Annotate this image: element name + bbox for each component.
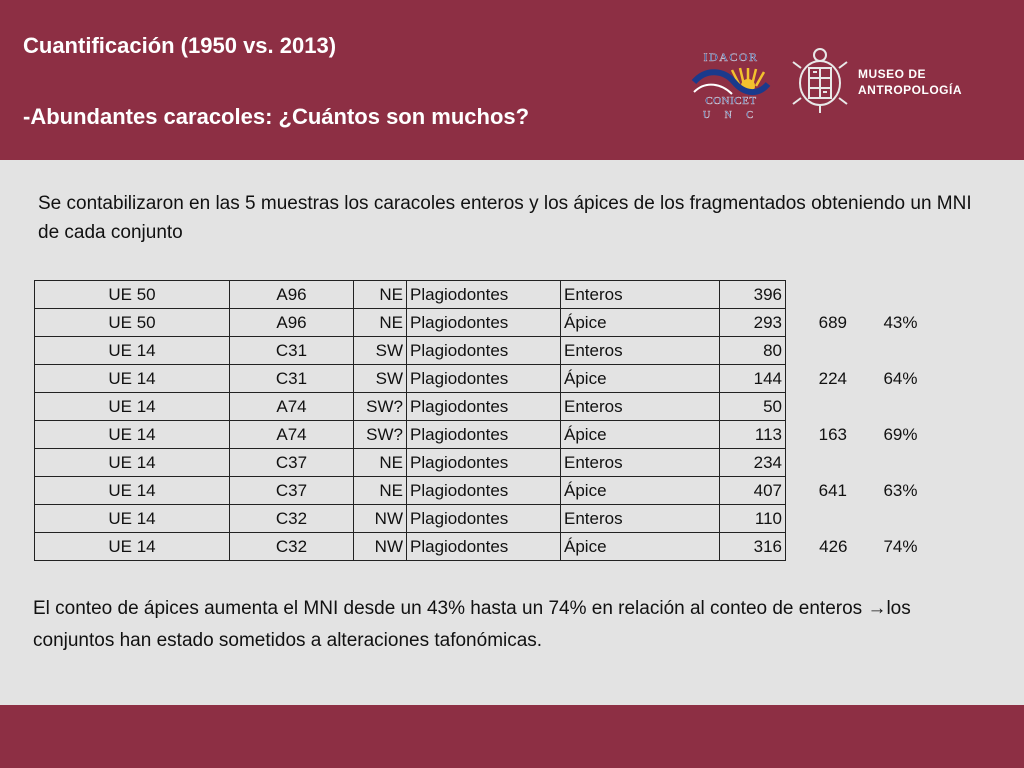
table-cell-percent: 43% — [883, 313, 918, 332]
table-cell-type: Enteros — [561, 393, 720, 421]
table-row — [35, 477, 921, 505]
table-cell-mni: 224 — [818, 369, 847, 388]
idacor-conicet-logo — [688, 48, 774, 122]
table-row — [35, 533, 921, 561]
table-row — [35, 421, 921, 449]
table-cell-percent: 69% — [883, 425, 918, 444]
header-band — [0, 0, 1024, 160]
table-cell-mni: 689 — [818, 313, 847, 332]
conclusion-paragraph — [33, 593, 993, 657]
table-cell-sample: C37 — [230, 449, 354, 477]
table-cell-taxon: Plagiodontes — [407, 505, 561, 533]
table-cell-mni — [786, 393, 851, 421]
footer-band — [0, 705, 1024, 768]
table-cell-ue: UE 14 — [35, 365, 230, 393]
table-cell-type: Ápice — [561, 421, 720, 449]
table-cell-sample: C31 — [230, 337, 354, 365]
table-cell-taxon: Plagiodontes — [407, 449, 561, 477]
table-row — [35, 337, 921, 365]
table-cell-mni — [786, 337, 851, 365]
table-cell-orientation: NW — [354, 533, 407, 561]
table-row — [35, 281, 921, 309]
table-cell-type: Enteros — [561, 449, 720, 477]
table-cell-mni: 426 — [819, 537, 848, 556]
table-cell-ue: UE 14 — [35, 533, 230, 561]
table-cell-count: 293 — [720, 309, 786, 337]
table-cell-taxon: Plagiodontes — [407, 365, 561, 393]
museo-turtle-logo — [790, 46, 850, 116]
table-cell-orientation: SW? — [354, 421, 407, 449]
table-cell-count: 407 — [720, 477, 786, 505]
table-cell-mni — [786, 449, 851, 477]
table-cell-count: 144 — [720, 365, 786, 393]
table-cell-taxon: Plagiodontes — [407, 309, 561, 337]
conclusion-text-part2: los conjuntos han estado sometidos a alteraciones tafonómicas. — [33, 598, 911, 651]
table-cell-type: Enteros — [561, 281, 720, 309]
table-cell-orientation: NE — [354, 281, 407, 309]
table-cell-sample: C32 — [230, 505, 354, 533]
table-cell-percent: 74% — [883, 537, 918, 556]
table-cell-orientation: SW — [354, 337, 407, 365]
table-cell-count: 110 — [720, 505, 786, 533]
table-cell-ue: UE 14 — [35, 393, 230, 421]
table-row — [35, 365, 921, 393]
table-cell-mni: 163 — [818, 425, 847, 444]
table-row — [35, 505, 921, 533]
table-cell-ue: UE 14 — [35, 449, 230, 477]
table-cell-type: Enteros — [561, 337, 720, 365]
conicet-logo-text: CONICET — [705, 95, 757, 107]
conclusion-text-part1: El conteo de ápices aumenta el MNI desde un 43% hasta un 74% en relación al conteo de enteros — [33, 598, 868, 619]
table-cell-taxon: Plagiodontes — [407, 421, 561, 449]
table-cell-taxon: Plagiodontes — [407, 393, 561, 421]
table-row — [35, 309, 921, 337]
table-cell-orientation: NE — [354, 477, 407, 505]
slide-title: Cuantificación (1950 vs. 2013) — [23, 33, 337, 58]
table-cell-mni: 641 — [818, 481, 847, 500]
table-cell-count: 234 — [720, 449, 786, 477]
table-cell-count: 50 — [720, 393, 786, 421]
table-cell-type: Ápice — [561, 477, 720, 505]
table-cell-taxon: Plagiodontes — [407, 281, 561, 309]
table-cell-sample: A96 — [230, 281, 354, 309]
table-cell-taxon: Plagiodontes — [407, 337, 561, 365]
table-cell-orientation: NE — [354, 309, 407, 337]
table-cell-percent — [851, 281, 921, 309]
intro-paragraph: Se contabilizaron en las 5 muestras los caracoles enteros y los ápices de los fragmentados obteniendo un MNI de cada conjunto — [38, 193, 972, 243]
table-cell-taxon: Plagiodontes — [407, 477, 561, 505]
table-cell-sample: A74 — [230, 421, 354, 449]
table-cell-ue: UE 50 — [35, 281, 230, 309]
table-cell-type: Ápice — [561, 533, 720, 561]
table-cell-orientation: NW — [354, 505, 407, 533]
table-cell-count: 113 — [720, 421, 786, 449]
table-cell-sample: A74 — [230, 393, 354, 421]
table-cell-percent — [851, 337, 921, 365]
table-cell-percent: 64% — [883, 369, 918, 388]
table-cell-mni — [786, 505, 851, 533]
table-cell-type: Ápice — [561, 365, 720, 393]
slide-subtitle: -Abundantes caracoles: ¿Cuántos son muchos? — [23, 104, 530, 129]
table-cell-percent: 63% — [883, 481, 918, 500]
table-cell-orientation: SW? — [354, 393, 407, 421]
table-cell-count: 316 — [720, 533, 786, 561]
table-row — [35, 449, 921, 477]
table-cell-percent — [851, 505, 921, 533]
table-cell-orientation: SW — [354, 365, 407, 393]
unc-logo-text: U N C — [702, 110, 760, 121]
table-cell-ue: UE 14 — [35, 505, 230, 533]
table-cell-type: Enteros — [561, 505, 720, 533]
right-arrow-icon: → — [867, 598, 887, 619]
table-row — [35, 393, 921, 421]
table-cell-ue: UE 14 — [35, 337, 230, 365]
table-cell-ue: UE 50 — [35, 309, 230, 337]
table-cell-count: 80 — [720, 337, 786, 365]
table-cell-taxon: Plagiodontes — [407, 533, 561, 561]
idacor-logo-text: IDACOR — [703, 50, 759, 64]
snail-count-table — [34, 280, 921, 561]
table-cell-count: 396 — [720, 281, 786, 309]
table-cell-percent — [851, 449, 921, 477]
museo-logo-text: MUSEO DE ANTROPOLOGÍA — [858, 67, 962, 97]
table-cell-sample: A96 — [230, 309, 354, 337]
table-cell-sample: C31 — [230, 365, 354, 393]
table-cell-mni — [786, 281, 851, 309]
table-cell-type: Ápice — [561, 309, 720, 337]
table-cell-sample: C32 — [230, 533, 354, 561]
table-cell-orientation: NE — [354, 449, 407, 477]
table-cell-sample: C37 — [230, 477, 354, 505]
table-cell-ue: UE 14 — [35, 477, 230, 505]
table-cell-percent — [851, 393, 921, 421]
table-cell-ue: UE 14 — [35, 421, 230, 449]
